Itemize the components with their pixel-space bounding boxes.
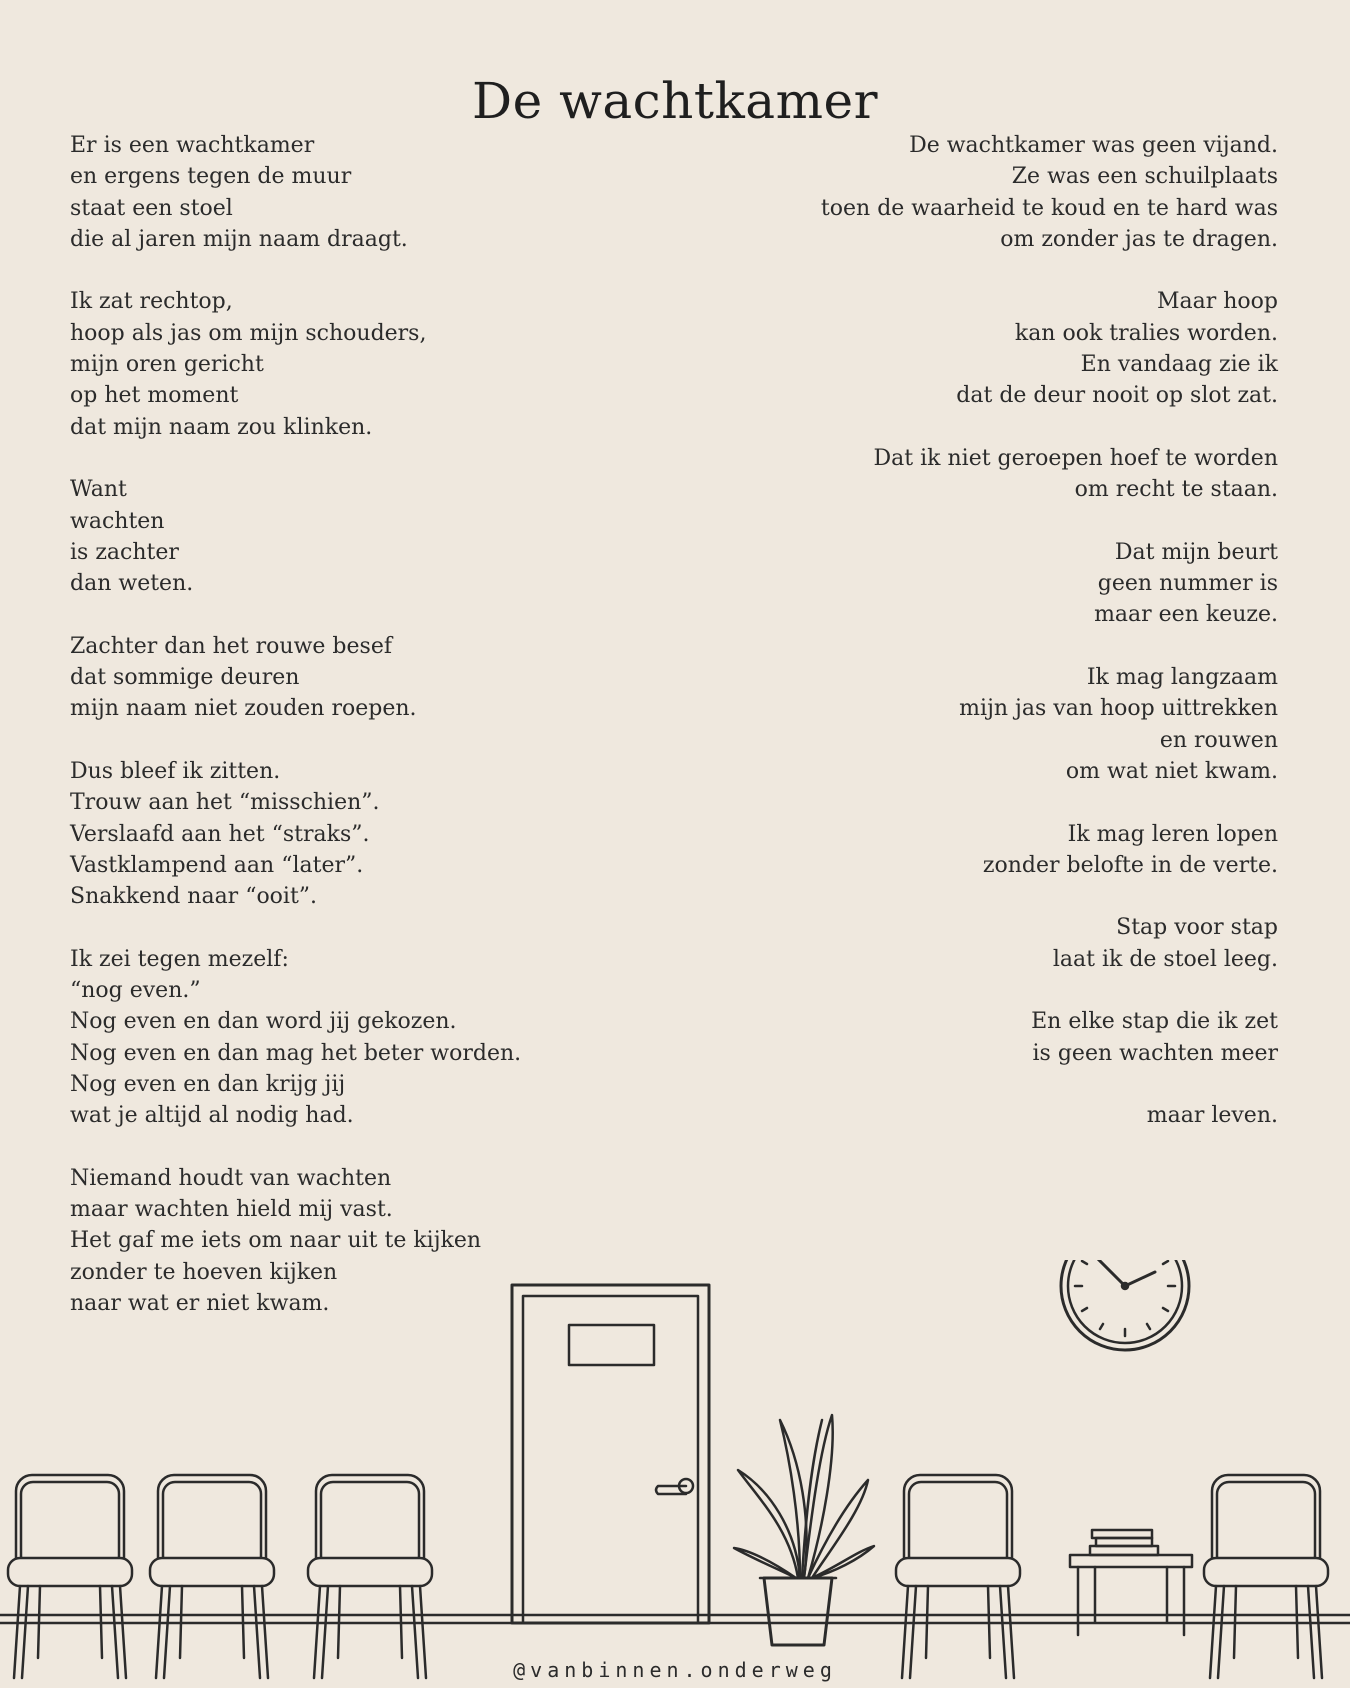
poem-line: Trouw aan het “misschien”. xyxy=(70,790,380,816)
poem-line: Dat mijn beurt xyxy=(1114,539,1278,565)
poem-line: Ik zat rechtop, xyxy=(70,289,233,315)
poem-line: om recht te staan. xyxy=(1074,477,1278,503)
poem-line: dan weten. xyxy=(70,571,194,597)
door-icon xyxy=(512,1285,709,1623)
poem-line: dat sommige deuren xyxy=(70,665,300,691)
poem-line: De wachtkamer was geen vijand. xyxy=(909,133,1278,158)
chair-icon xyxy=(308,1475,432,1678)
poem-stanza xyxy=(718,130,1278,255)
poem-line: dat mijn naam zou klinken. xyxy=(70,414,373,440)
poem-line: Maar hoop xyxy=(1156,289,1278,315)
poem-stanza xyxy=(70,286,630,442)
poem-line: Ze was een schuilplaats xyxy=(1011,164,1278,190)
page-title: De wachtkamer xyxy=(472,71,878,130)
poem-line: zonder te hoeven kijken xyxy=(70,1259,338,1285)
poem-stanza xyxy=(718,662,1278,787)
instagram-handle: @vanbinnen.onderweg xyxy=(513,1658,837,1682)
poem-line: Stap voor stap xyxy=(1116,915,1278,941)
poem-stanza xyxy=(70,631,630,725)
poem-line: Want xyxy=(70,477,127,503)
poem-line: Snakkend naar “ooit”. xyxy=(70,884,318,910)
poem-line: dat de deur nooit op slot zat. xyxy=(956,383,1278,409)
poem-line: maar een keuze. xyxy=(1094,602,1278,628)
poem-line: om zonder jas te dragen. xyxy=(1000,226,1278,252)
poem-line: Nog even en dan word jij gekozen. xyxy=(70,1009,457,1035)
poem-line: Nog even en dan mag het beter worden. xyxy=(70,1040,522,1066)
poem-line: Vastklampend aan “later”. xyxy=(70,852,364,878)
poem-line: Ik zei tegen mezelf: xyxy=(70,946,289,972)
poem-line: staat een stoel xyxy=(70,195,233,221)
poem-line: is geen wachten meer xyxy=(1032,1040,1278,1066)
poem-stanza xyxy=(718,443,1278,506)
poem-line: mijn jas van hoop uittrekken xyxy=(959,696,1278,722)
poem-line: om wat niet kwam. xyxy=(1065,758,1278,784)
poem-line: wat je altijd al nodig had. xyxy=(70,1103,354,1129)
poem-column-left xyxy=(70,130,630,1351)
poem-stanza xyxy=(718,286,1278,411)
poem-line: kan ook tralies worden. xyxy=(1014,320,1278,346)
poem-stanza xyxy=(70,474,630,599)
poem-stanza xyxy=(70,756,630,912)
poem-line: zonder belofte in de verte. xyxy=(982,852,1278,878)
poem-line: Zachter dan het rouwe besef xyxy=(70,633,392,659)
chair-icon xyxy=(8,1475,132,1678)
poem-line: op het moment xyxy=(70,383,239,409)
poem-line: Het gaf me iets om naar uit te kijken xyxy=(70,1228,482,1254)
poem-line: wachten xyxy=(70,508,165,534)
poem-line: Er is een wachtkamer xyxy=(70,133,315,158)
poem-line: mijn naam niet zouden roepen. xyxy=(70,696,417,722)
poem-line: Niemand houdt van wachten xyxy=(70,1165,392,1191)
poem-stanza xyxy=(718,819,1278,882)
poem-line: maar wachten hield mij vast. xyxy=(70,1197,393,1223)
poem-line: toen de waarheid te koud en te hard was xyxy=(820,195,1278,221)
poem-line: Dus bleef ik zitten. xyxy=(70,758,281,784)
poem-line: Ik mag langzaam xyxy=(1086,665,1278,691)
waiting-room-illustration xyxy=(0,1260,1350,1688)
poem-stanza xyxy=(718,537,1278,631)
poem-line: Nog even en dan krijg jij xyxy=(70,1071,346,1097)
chair-icon xyxy=(1204,1475,1328,1678)
poem-line: “nog even.” xyxy=(70,978,201,1004)
poem-line: mijn oren gericht xyxy=(70,352,264,378)
poem-line: En elke stap die ik zet xyxy=(1031,1009,1278,1035)
chair-icon xyxy=(150,1475,274,1678)
clock-icon xyxy=(1061,1260,1189,1350)
poem-line: laat ik de stoel leeg. xyxy=(1052,946,1278,972)
poem-line: naar wat er niet kwam. xyxy=(70,1290,330,1316)
poem-stanza xyxy=(718,912,1278,975)
poem-line: die al jaren mijn naam draagt. xyxy=(70,226,408,252)
poem-line: is zachter xyxy=(70,539,179,565)
plant-icon xyxy=(734,1415,874,1645)
chair-icon xyxy=(896,1475,1020,1678)
poem-stanza xyxy=(718,1006,1278,1069)
side-table-icon xyxy=(1070,1530,1192,1635)
poem-line: en rouwen xyxy=(1159,727,1278,753)
poem-line: Dat ik niet geroepen hoef te worden xyxy=(873,445,1278,471)
poem-line: maar leven. xyxy=(1146,1103,1278,1129)
poem-line: geen nummer is xyxy=(1097,571,1278,597)
poem-line: hoop als jas om mijn schouders, xyxy=(70,320,427,346)
poem-line: En vandaag zie ik xyxy=(1080,352,1278,378)
poem-stanza xyxy=(70,944,630,1132)
poem-column-right xyxy=(718,130,1278,1163)
poem-line: Verslaafd aan het “straks”. xyxy=(70,821,370,847)
poem-stanza xyxy=(70,130,630,255)
poem-line: Ik mag leren lopen xyxy=(1067,821,1278,847)
poem-line: en ergens tegen de muur xyxy=(70,164,352,190)
poem-stanza xyxy=(718,1100,1278,1131)
